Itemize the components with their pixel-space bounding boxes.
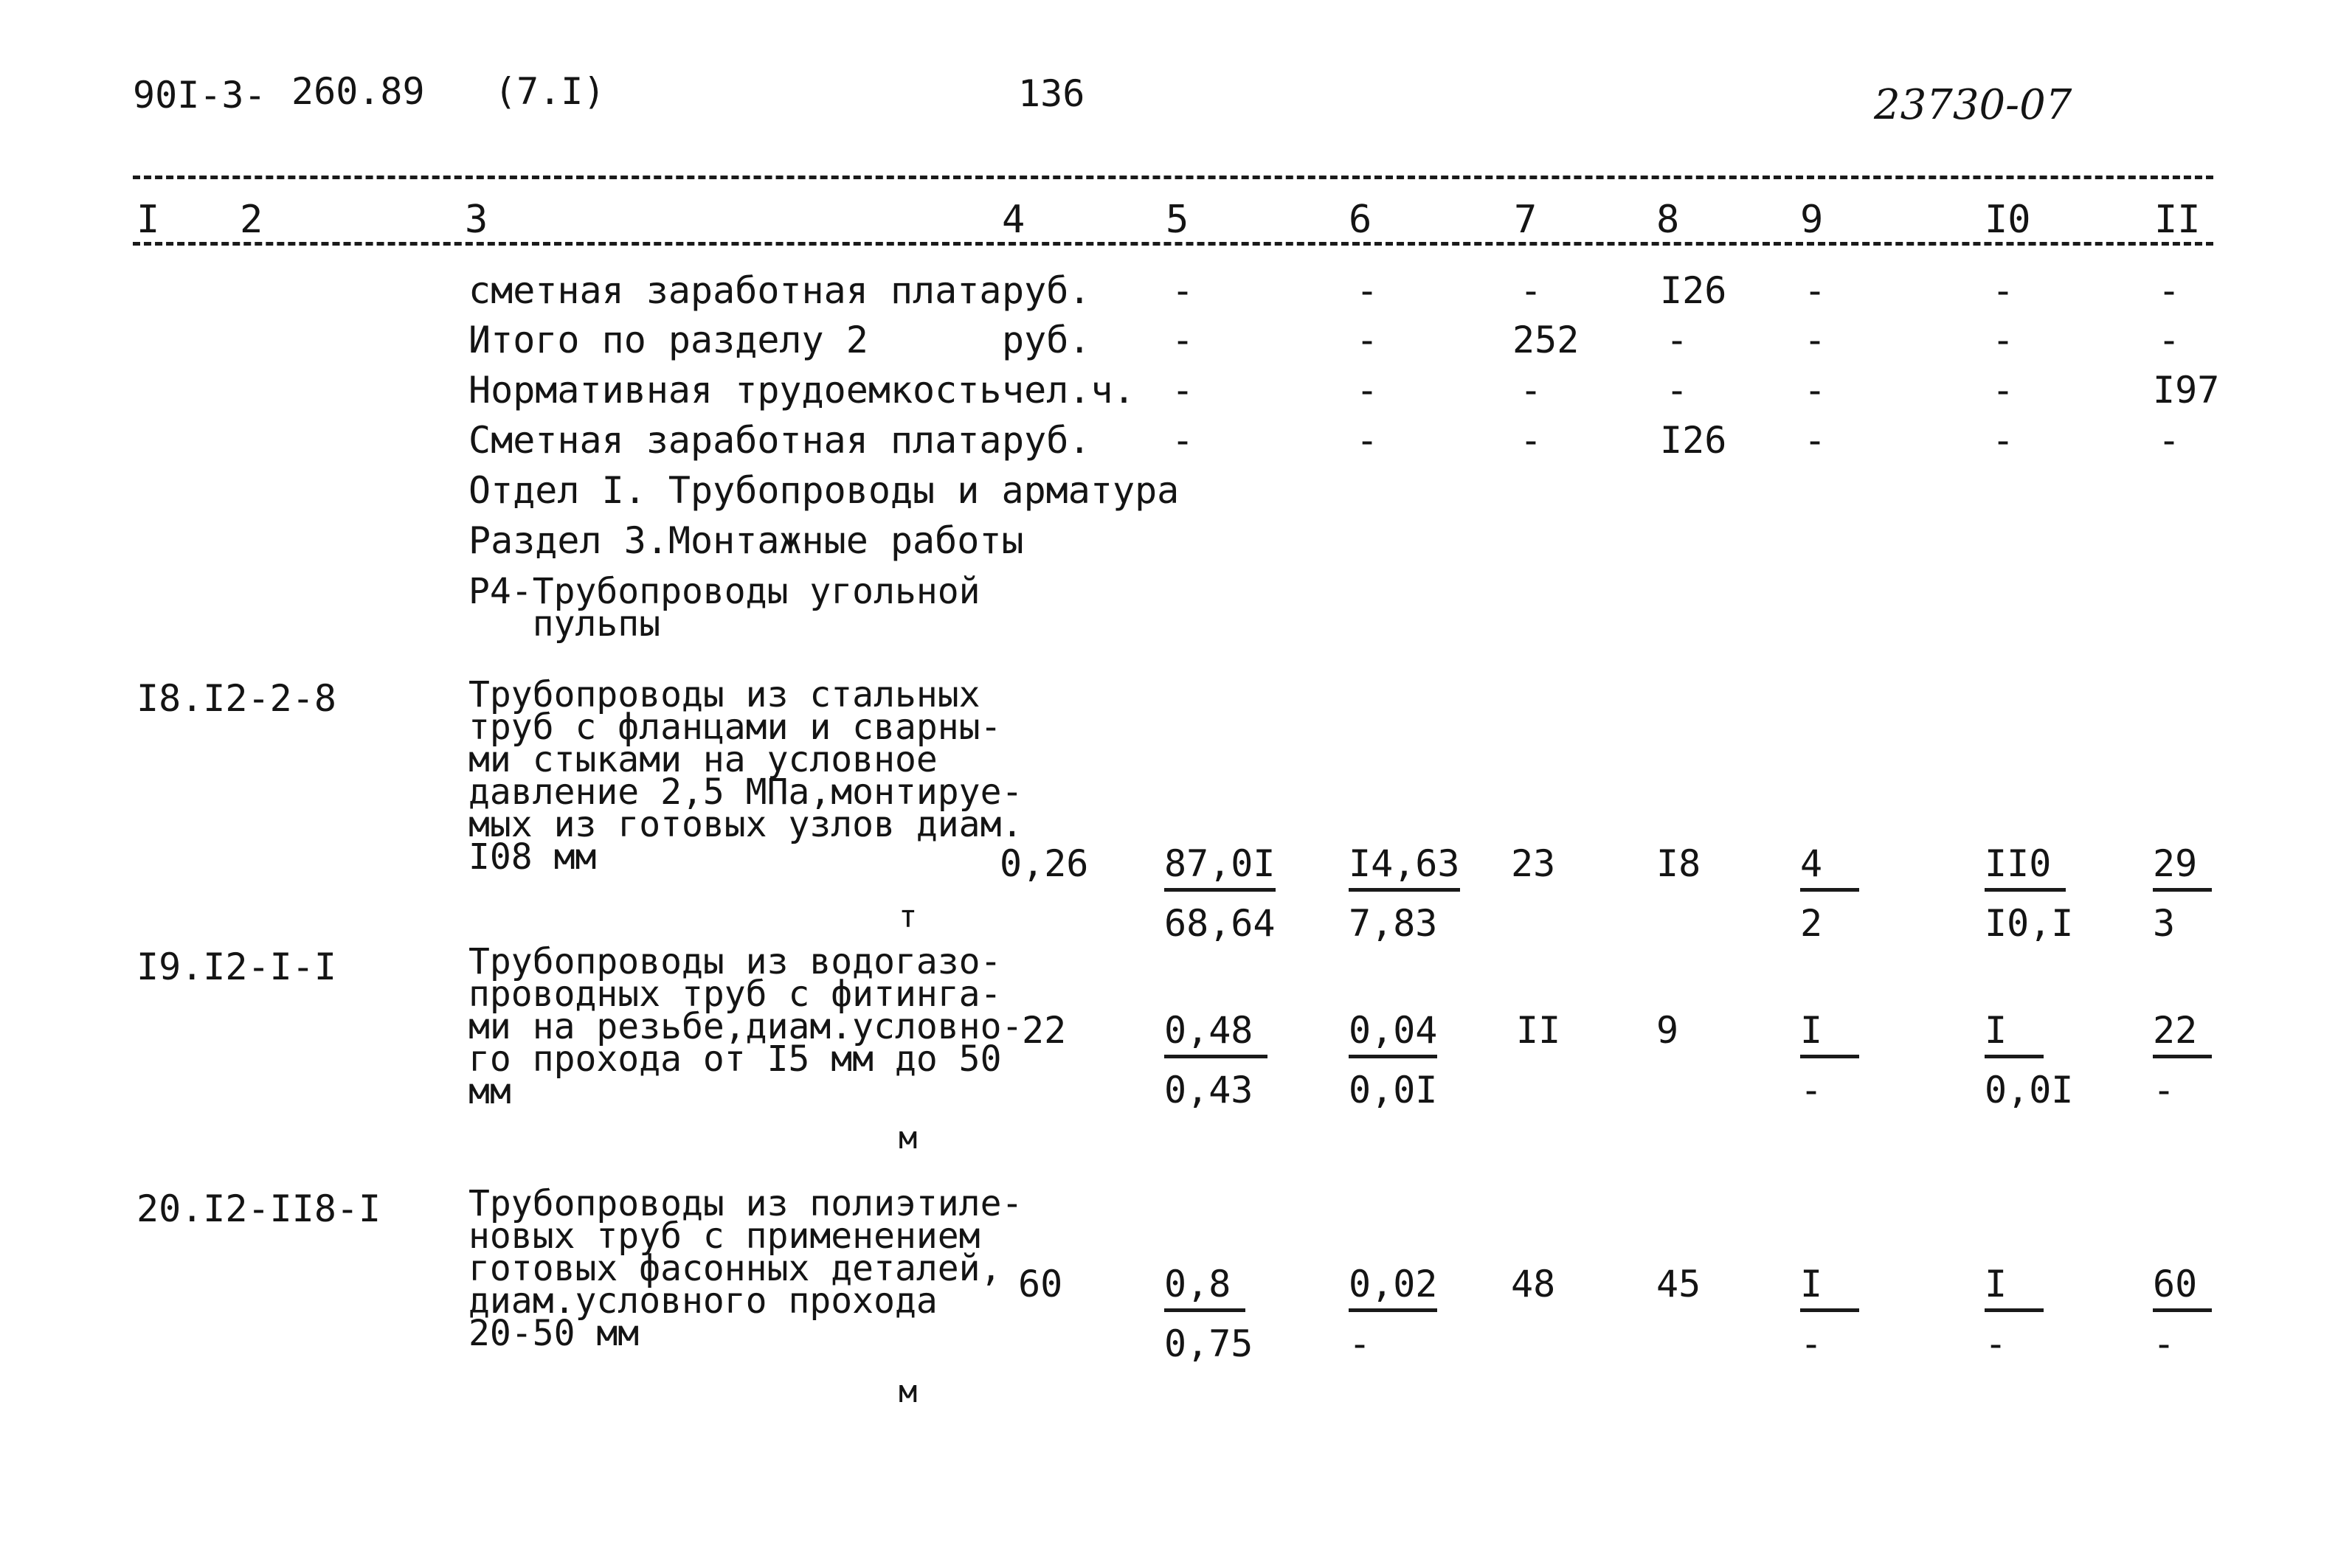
cell-col7: 252 bbox=[1512, 319, 1580, 361]
col-3-num: 3 bbox=[465, 198, 488, 242]
row-unit: чел.ч. bbox=[1002, 369, 1135, 412]
doc-series-code: 90I-3- bbox=[133, 74, 266, 117]
cell-col5: - bbox=[1172, 319, 1194, 361]
album-number: (7.I) bbox=[494, 70, 606, 113]
header-rule-bottom bbox=[133, 242, 2213, 246]
item-description: Трубопроводы из водогазо- проводных труб с фитинга- ми на резьбе,диам.условно- го прохода от I5 мм до 50 мм bbox=[468, 941, 1023, 1112]
cell-col6-fraction bbox=[1349, 842, 1460, 945]
col-11-num: II bbox=[2154, 198, 2201, 242]
cell-col9: - bbox=[1804, 369, 1827, 412]
cell-col9-fraction bbox=[1800, 842, 1859, 945]
subsection-heading: Р4-Трубопроводы угольной пульпы bbox=[468, 571, 980, 645]
cell-col8: - bbox=[1666, 369, 1689, 412]
cell-col7: 48 bbox=[1511, 1263, 1556, 1305]
page-number: 136 bbox=[1018, 72, 1085, 115]
fraction-top: 60 bbox=[2153, 1263, 2212, 1312]
cell-col5-fraction bbox=[1164, 1263, 1253, 1365]
item-code: I9.I2-I-I bbox=[136, 946, 336, 988]
col-5-num: 5 bbox=[1166, 198, 1189, 242]
cell-col8: I26 bbox=[1660, 419, 1727, 462]
fraction-bottom: 68,64 bbox=[1164, 902, 1276, 945]
item-quantity: 22 bbox=[1022, 1009, 1067, 1052]
item-unit: м bbox=[899, 1120, 918, 1156]
col-8-num: 8 bbox=[1656, 198, 1680, 242]
cell-col11: - bbox=[2158, 419, 2181, 462]
cell-col9: - bbox=[1804, 319, 1827, 361]
fraction-top: 87,0I bbox=[1164, 842, 1276, 892]
cell-col6-fraction bbox=[1349, 1009, 1437, 1111]
fraction-bottom: - bbox=[1800, 1069, 1823, 1111]
inventory-number: 23730-07 bbox=[1874, 81, 2072, 129]
cell-col5: - bbox=[1172, 419, 1194, 462]
col-9-num: 9 bbox=[1800, 198, 1824, 242]
fraction-bottom: - bbox=[1985, 1322, 2007, 1365]
cell-col11-fraction bbox=[2153, 1009, 2212, 1111]
cell-col5-fraction bbox=[1164, 842, 1276, 945]
fraction-top: II0 bbox=[1985, 842, 2066, 892]
row-label: Нормативная трудоемкость bbox=[468, 369, 1002, 412]
cell-col7: - bbox=[1520, 369, 1543, 412]
col-10-num: I0 bbox=[1985, 198, 2031, 242]
row-label: Сметная заработная плата bbox=[468, 419, 1002, 462]
fraction-bottom: 0,43 bbox=[1164, 1069, 1253, 1111]
fraction-bottom: 0,0I bbox=[1349, 1069, 1438, 1111]
row-unit: руб. bbox=[1002, 319, 1091, 361]
cell-col8: 45 bbox=[1656, 1263, 1701, 1305]
cell-col7: - bbox=[1520, 269, 1543, 312]
fraction-top: 22 bbox=[2153, 1009, 2212, 1058]
col-7-num: 7 bbox=[1514, 198, 1538, 242]
fraction-top: 0,02 bbox=[1349, 1263, 1437, 1312]
cell-col9-fraction bbox=[1800, 1263, 1859, 1365]
item-unit: м bbox=[899, 1373, 918, 1409]
cell-col6: - bbox=[1356, 419, 1379, 462]
item-code: I8.I2-2-8 bbox=[136, 677, 336, 720]
fraction-bottom: - bbox=[2153, 1069, 2176, 1111]
fraction-bottom: - bbox=[1349, 1322, 1372, 1365]
cell-col11: - bbox=[2158, 319, 2181, 361]
cell-col8: - bbox=[1666, 319, 1689, 361]
section-heading: Раздел 3.Монтажные работы bbox=[468, 519, 1024, 562]
cell-col9: - bbox=[1804, 269, 1827, 312]
cell-col10-fraction bbox=[1985, 1263, 2044, 1365]
cell-col9: - bbox=[1804, 419, 1827, 462]
cell-col11-fraction bbox=[2153, 842, 2212, 945]
cell-col8: I26 bbox=[1660, 269, 1727, 312]
fraction-top: I bbox=[1800, 1009, 1859, 1058]
cell-col7: - bbox=[1520, 419, 1543, 462]
cell-col11-fraction bbox=[2153, 1263, 2212, 1365]
col-1-num: I bbox=[136, 198, 160, 242]
fraction-top: I4,63 bbox=[1349, 842, 1460, 892]
col-6-num: 6 bbox=[1349, 198, 1372, 242]
row-label: Итого по разделу 2 bbox=[468, 319, 868, 361]
cell-col7: 23 bbox=[1511, 842, 1556, 885]
fraction-top: I bbox=[1985, 1009, 2044, 1058]
item-quantity: 60 bbox=[1018, 1263, 1063, 1305]
row-unit: руб. bbox=[1002, 269, 1091, 312]
fraction-top: 0,04 bbox=[1349, 1009, 1437, 1058]
row-label: сметная заработная плата bbox=[468, 269, 1002, 312]
cell-col9-fraction bbox=[1800, 1009, 1859, 1111]
fraction-bottom: 7,83 bbox=[1349, 902, 1438, 945]
fraction-top: 0,8 bbox=[1164, 1263, 1245, 1312]
cell-col8: 9 bbox=[1656, 1009, 1679, 1052]
cell-col10: - bbox=[1992, 319, 2015, 361]
cell-col6: - bbox=[1356, 269, 1379, 312]
cell-col5-fraction bbox=[1164, 1009, 1267, 1111]
cell-col10-fraction bbox=[1985, 1009, 2073, 1111]
cell-col6: - bbox=[1356, 319, 1379, 361]
cell-col8: I8 bbox=[1656, 842, 1701, 885]
col-4-num: 4 bbox=[1002, 198, 1025, 242]
cell-col6-fraction bbox=[1349, 1263, 1437, 1365]
item-quantity: 0,26 bbox=[1000, 842, 1089, 885]
cell-col6: - bbox=[1356, 369, 1379, 412]
cell-col11: I97 bbox=[2153, 369, 2220, 412]
cell-col10: - bbox=[1992, 369, 2015, 412]
cell-col5: - bbox=[1172, 369, 1194, 412]
fraction-bottom: - bbox=[2153, 1322, 2176, 1365]
item-unit: т bbox=[899, 898, 918, 934]
cell-col5: - bbox=[1172, 269, 1194, 312]
fraction-top: I bbox=[1800, 1263, 1859, 1312]
cell-col10: - bbox=[1992, 419, 2015, 462]
item-description: Трубопроводы из полиэтиле- новых труб с применением готовых фасонных деталей, диам.условного прохода 20-50 мм bbox=[468, 1183, 1023, 1354]
header-rule-top bbox=[133, 176, 2213, 179]
doc-project-number: 260.89 bbox=[291, 70, 425, 113]
fraction-bottom: 3 bbox=[2153, 902, 2176, 945]
fraction-bottom: 0,0I bbox=[1985, 1069, 2074, 1111]
cell-col10: - bbox=[1992, 269, 2015, 312]
department-heading: Отдел I. Трубопроводы и арматура bbox=[468, 469, 1180, 512]
fraction-top: 4 bbox=[1800, 842, 1859, 892]
row-unit: руб. bbox=[1002, 419, 1091, 462]
fraction-bottom: 2 bbox=[1800, 902, 1823, 945]
fraction-bottom: I0,I bbox=[1985, 902, 2074, 945]
cell-col7: II bbox=[1516, 1009, 1561, 1052]
fraction-top: 0,48 bbox=[1164, 1009, 1267, 1058]
fraction-top: I bbox=[1985, 1263, 2044, 1312]
fraction-bottom: 0,75 bbox=[1164, 1322, 1253, 1365]
cell-col11: - bbox=[2158, 269, 2181, 312]
cell-col10-fraction bbox=[1985, 842, 2073, 945]
fraction-bottom: - bbox=[1800, 1322, 1823, 1365]
col-2-num: 2 bbox=[240, 198, 263, 242]
item-description: Трубопроводы из стальных труб с фланцами и сварны- ми стыками на условное давление 2,5 МПа,монтируе- мых из готовых узлов диам. I08 мм bbox=[468, 674, 1023, 878]
item-code: 20.I2-II8-I bbox=[136, 1187, 381, 1230]
fraction-top: 29 bbox=[2153, 842, 2212, 892]
